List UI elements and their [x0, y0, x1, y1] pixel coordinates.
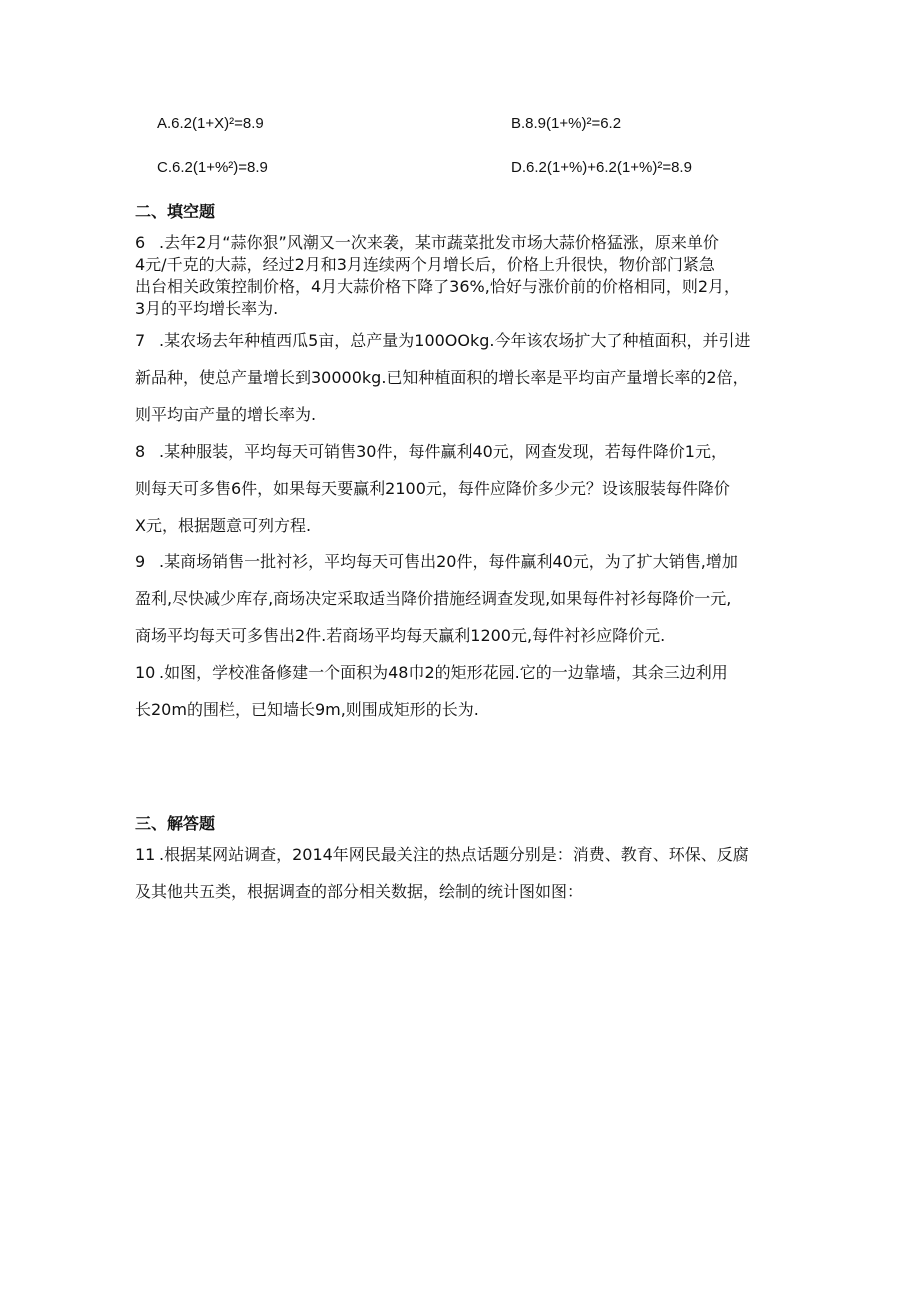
question-11-number: 11 — [135, 845, 156, 864]
question-9-number: 9 — [135, 552, 146, 571]
question-8-number: 8 — [135, 442, 146, 461]
option-b: B.8.9(1+%)²=6.2 — [511, 115, 622, 132]
question-6-line-2: 4元/千克的大蒜，经过2月和3月连续两个月增长后，价格上升很快，物价部门紧急 — [135, 255, 715, 274]
question-11-line-2: 及其他共五类，根据调查的部分相关数据，绘制的统计图如图： — [135, 882, 584, 901]
question-7-line-2: 新品种，使总产量增长到30000kg.已知种植面积的增长率是平均亩产量增长率的2倍， — [135, 368, 749, 387]
question-9-line-3: 商场平均每天可多售出2件.若商场平均每天赢利1200元,每件衬衫应降价元. — [135, 626, 666, 645]
question-10-line-2: 长20m的围栏，已知墙长9m,则围成矩形的长为. — [135, 700, 479, 719]
question-6-number: 6 — [135, 233, 146, 252]
option-d: D.6.2(1+%)+6.2(1+%)²=8.9 — [511, 159, 692, 176]
question-8-line-1: 8 .某种服装，平均每天可销售30件，每件赢利40元，网查发现，若每件降价1元， — [135, 442, 727, 461]
question-6-line-4: 3月的平均增长率为. — [135, 299, 279, 318]
question-8-line-2: 则每天可多售6件，如果每天要赢利2100元，每件应降价多少元？设该服装每件降价 — [135, 479, 730, 498]
question-11-line-1: 11 .根据某网站调查，2014年网民最关注的热点话题分别是：消费、教育、环保、反腐 — [135, 845, 749, 864]
question-9-line-1: 9 .某商场销售一批衬衫，平均每天可售出20件，每件赢利40元，为了扩大销售,增加 — [135, 552, 738, 571]
question-8-line-3: X元，根据题意可列方程. — [135, 516, 312, 535]
question-10-line-1: 10 .如图，学校准备修建一个面积为48巾2的矩形花园.它的一边靠墙，其余三边利用 — [135, 663, 728, 682]
section-title-fill-in: 二、填空题 — [135, 202, 216, 221]
question-6-line-1: 6 .去年2月“蒜你狠”风潮又一次来袭，某市蔬菜批发市场大蒜价格猛涨，原来单价 — [135, 233, 719, 252]
option-c: C.6.2(1+%²)=8.9 — [157, 159, 268, 176]
question-7-line-3: 则平均亩产量的增长率为. — [135, 405, 317, 424]
question-6-line-3: 出台相关政策控制价格，4月大蒜价格下降了36%,恰好与涨价前的价格相同，则2月， — [135, 277, 741, 296]
question-9-line-2: 盈利,尽快减少库存,商场决定采取适当降价措施经调查发现,如果每件衬衫每降价一元, — [135, 589, 732, 608]
option-a: A.6.2(1+X)²=8.9 — [157, 115, 264, 132]
question-7-line-1: 7 .某农场去年种植西瓜5亩，总产量为100OOkg.今年该农场扩大了种植面积，并引进 — [135, 331, 751, 350]
question-10-number: 10 — [135, 663, 156, 682]
question-7-number: 7 — [135, 331, 146, 350]
section-title-answer: 三、解答题 — [135, 814, 216, 833]
